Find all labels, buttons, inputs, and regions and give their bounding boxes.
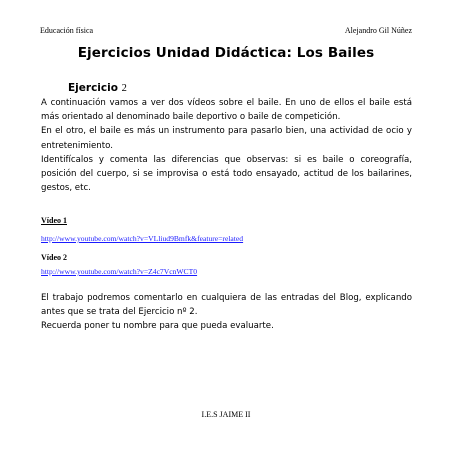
footer-school: I.E.S JAIME II (201, 410, 251, 419)
exercise-number: 2 (121, 83, 127, 94)
video-2-label: Vídeo 2 (41, 253, 67, 262)
video-1-label: Vídeo 1 (41, 216, 67, 225)
intro-paragraph-1: A continuación vamos a ver dos vídeos sobre el baile. En uno de ellos el baile está más orientado al denominado baile deportivo o baile de competición. (41, 98, 412, 123)
exercise-heading (68, 82, 127, 95)
video-1-link[interactable]: http://www.youtube.com/watch?v=VLliud9Bmfk&feature=related (41, 234, 244, 243)
header-author: Alejandro Gil Núñez (344, 26, 412, 35)
intro-text (41, 96, 412, 195)
closing-paragraph-1: El trabajo podremos comentarlo en cualquiera de las entradas del Blog, explicando antes que se trata del Ejercicio nº 2. (41, 293, 412, 318)
header-subject: Educación física (40, 26, 94, 35)
intro-paragraph-2: En el otro, el baile es más un instrumento para pasarlo bien, una actividad de ocio y entretenimiento. (41, 126, 412, 151)
closing-paragraph-2: Recuerda poner tu nombre para que pueda evaluarte. (41, 321, 274, 332)
exercise-label: Ejercicio (68, 82, 118, 94)
page-title: Ejercicios Unidad Didáctica: Los Bailes (77, 45, 375, 61)
intro-paragraph-3: Identifícalos y comenta las diferencias que observas: si es baile o coreografía, posición del cuerpo, si se improvisa o está todo ensayado, actitud de los bailarines, gestos, etc. (41, 154, 412, 194)
closing-text (41, 291, 412, 334)
video-2-link[interactable]: http://www.youtube.com/watch?v=Z4c7VcnWCT0 (41, 267, 198, 276)
